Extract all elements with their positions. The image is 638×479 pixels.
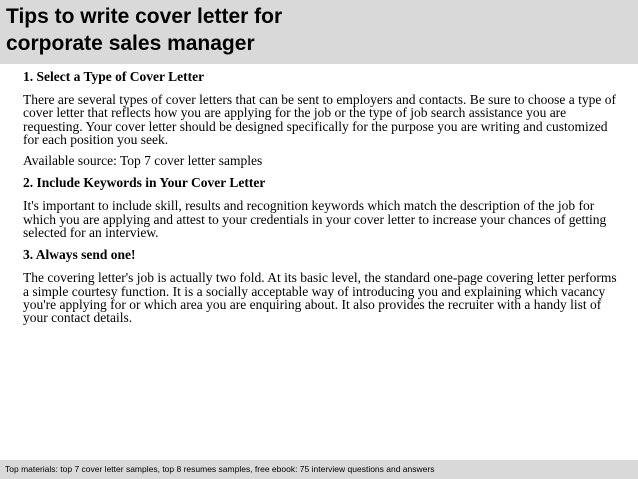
section-3-heading: 3. Always send one!	[23, 247, 136, 263]
footer-bar	[0, 460, 638, 479]
title-line-1: Tips to write cover letter for	[6, 5, 283, 28]
title-bar	[0, 0, 638, 64]
section-3-paragraph: The covering letter's job is actually two fold. At its basic level, the standard one-page covering letter performs a simple courtesy function. It is a socially acceptable way of introducing you and explaining which vacancy you're applying for or which area you are enquiring about. It also provides the recruiter with a handy list of your contact details.	[23, 270, 617, 326]
footer-text: Top materials: top 7 cover letter samples, top 8 resumes samples, free ebook: 75 interview questions and answers	[5, 464, 435, 474]
title-line-2: corporate sales manager	[6, 32, 255, 55]
section-1-paragraph: There are several types of cover letters that can be sent to employers and contacts. Be sure to choose a type of cover letter that reflects how you are applying for the job or the type of job search assistance you are requesting. Your cover letter should be designed specifically for the purpose you are writing and customized for each position you seek.	[23, 92, 617, 147]
available-source-text: Available source: Top 7 cover letter samples	[23, 153, 263, 169]
slide-content	[22, 69, 618, 333]
section-1-heading: 1. Select a Type of Cover Letter	[23, 69, 205, 84]
section-2-paragraph: It's important to include skill, results and recognition keywords which match the description of the job for which you are applying and attest to your credentials in your cover letter to increase your chances of getting selected for an interview.	[23, 198, 607, 241]
section-2-heading: 2. Include Keywords in Your Cover Letter	[23, 175, 266, 191]
slide-title	[6, 3, 626, 57]
